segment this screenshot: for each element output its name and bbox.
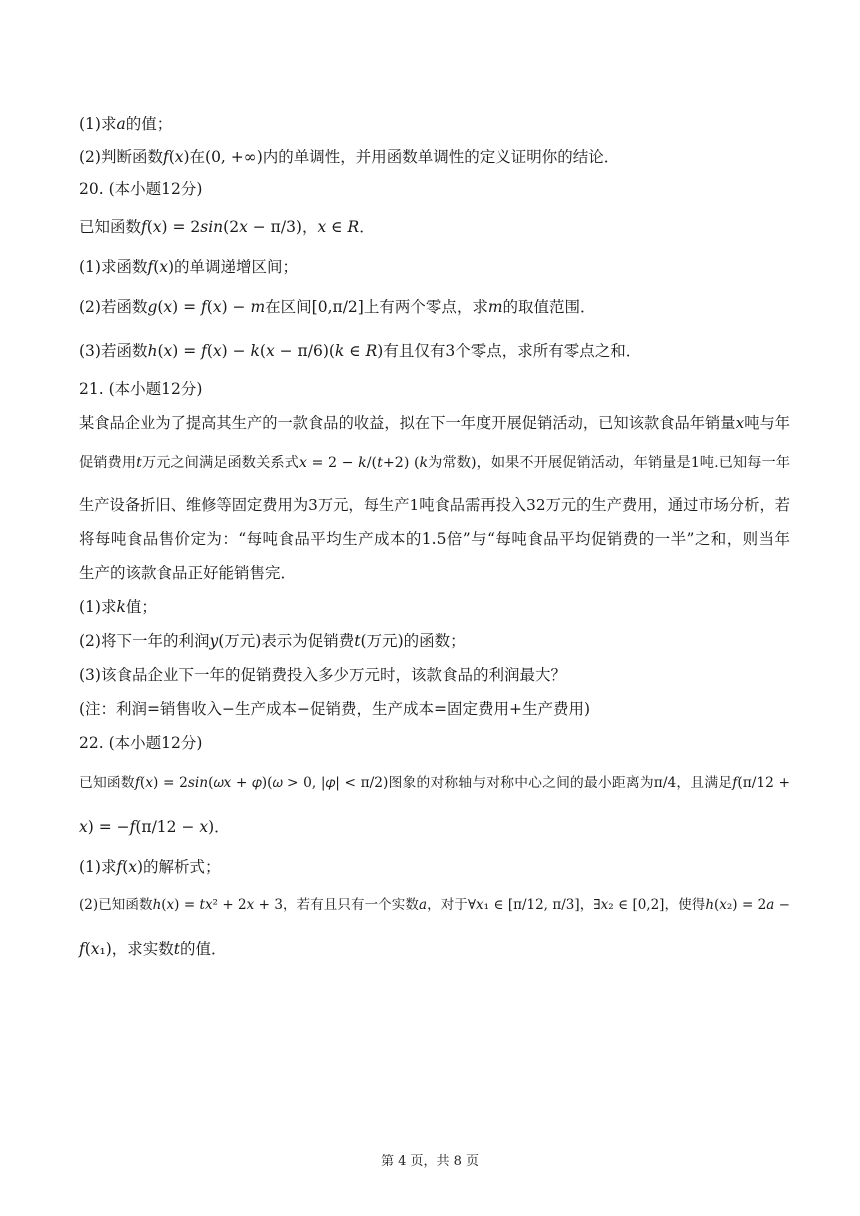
q21-part2: (2)将下一年的利润𝑦(万元)表示为促销费𝑡(万元)的函数； (79, 632, 466, 650)
page-footer: 第 4 页，共 8 页 (380, 1154, 480, 1169)
q20-part1: (1)求函数𝑓(𝑥)的单调递增区间； (79, 258, 299, 276)
q22-part2-line2: 𝑓(𝑥₁)，求实数𝑡的值． (79, 940, 227, 958)
q22-stem-line2: 𝑥) = −𝑓(π/12 − 𝑥)． (79, 818, 230, 836)
q21-note: (注：利润=销售收入−生产成本−促销费，生产成本=固定费用+生产费用) (79, 700, 591, 718)
q20-stem: 已知函数𝑓(𝑥) = 2𝑠𝑖𝑛(2𝑥 − π/3)，𝑥 ∈ 𝑅． (79, 218, 375, 236)
q21-part1: (1)求𝑘值； (79, 598, 157, 616)
q19-part1: (1)求𝑎的值； (79, 115, 173, 133)
q21-stem-line1: 某食品企业为了提高其生产的一款食品的收益，拟在下一年度开展促销活动，已知该款食品年销量𝑥吨与年 (79, 414, 790, 432)
q19-part2: (2)判断函数𝑓(𝑥)在(0, +∞)内的单调性，并用函数单调性的定义证明你的结论． (79, 148, 620, 166)
q20-part3: (3)若函数ℎ(𝑥) = 𝑓(𝑥) − 𝑘(𝑥 − π/6)(𝑘 ∈ 𝑅)有且仅有3个零点，求所有零点之和． (79, 342, 642, 360)
q21-stem-line4: 将每吨食品售价定为：“每吨食品平均生产成本的1.5倍”与“每吨食品平均促销费的一半”之和，则当年 (79, 530, 790, 548)
q21-heading: 21. (本小题12分) (79, 380, 203, 398)
q21-part3: (3)该食品企业下一年的促销费投入多少万元时，该款食品的利润最大？ (79, 666, 566, 684)
q22-heading: 22. (本小题12分) (79, 734, 203, 752)
q21-stem-line5: 生产的该款食品正好能销售完． (79, 564, 297, 582)
q20-part2: (2)若函数𝑔(𝑥) = 𝑓(𝑥) − 𝑚在区间[0,π/2]上有两个零点，求𝑚的取值范围． (79, 298, 596, 316)
q20-heading: 20. (本小题12分) (79, 180, 203, 198)
q22-stem-line1: 已知函数𝑓(𝑥) = 2𝑠𝑖𝑛(𝜔𝑥 + 𝜑)(𝜔 > 0, |𝜑| < π/2)图象的对称轴与对称中心之间的最小距离为π/4，且满足𝑓(π/12 + (79, 775, 790, 791)
q22-part2-line1: (2)已知函数ℎ(𝑥) = 𝑡𝑥² + 2𝑥 + 3，若有且只有一个实数𝑎，对于∀𝑥₁ ∈ [π/12, π/3]，∃𝑥₂ ∈ [0,2]，使得ℎ(𝑥₂) = 2𝑎 − (79, 897, 790, 913)
q22-part1: (1)求𝑓(𝑥)的解析式； (79, 858, 221, 876)
q21-stem-line3: 生产设备折旧、维修等固定费用为3万元，每生产1吨食品需再投入32万元的生产费用，通过市场分析，若 (79, 496, 790, 514)
q21-stem-line2: 促销费用𝑡万元之间满足函数关系式𝑥 = 2 − 𝑘/(𝑡+2) (𝑘为常数)，如果不开展促销活动，年销量是1吨.已知每一年 (79, 455, 790, 471)
